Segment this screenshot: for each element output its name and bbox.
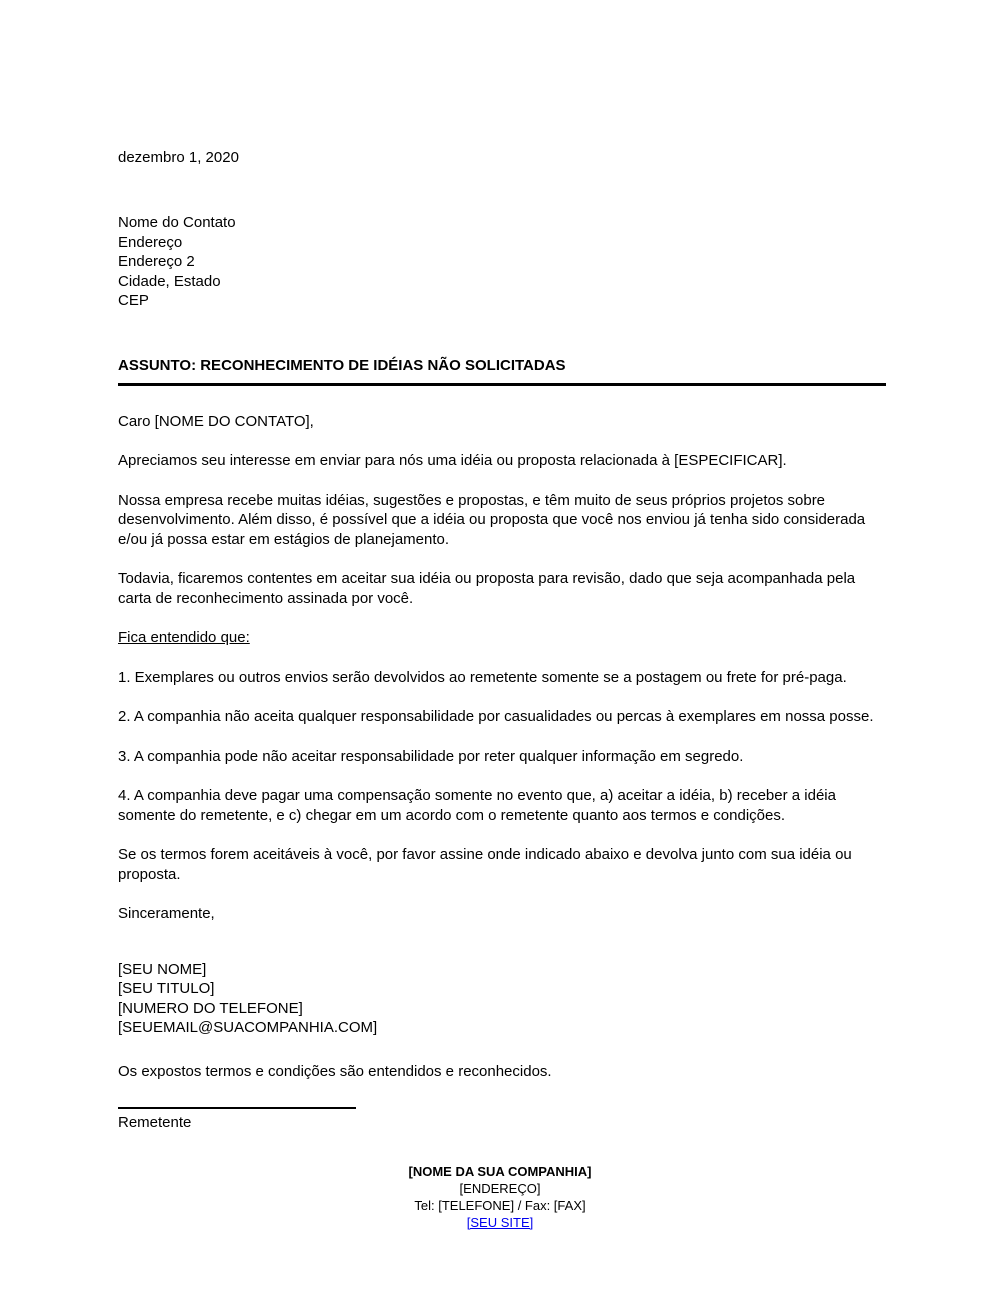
term-item-1: 1. Exemplares ou outros envios serão devolvidos ao remetente somente se a postagem ou frete for pré-paga.: [118, 668, 847, 686]
salutation: Caro [NOME DO CONTATO],: [118, 412, 314, 430]
term-item-3: 3. A companhia pode não aceitar responsabilidade por reter qualquer informação em segredo.: [118, 747, 744, 765]
subject-line: ASSUNTO: RECONHECIMENTO DE IDÉIAS NÃO SOLICITADAS: [118, 356, 566, 374]
sender-phone: [NUMERO DO TELEFONE]: [118, 999, 303, 1017]
footer-company-name: [NOME DA SUA COMPANHIA]: [408, 1164, 592, 1179]
sender-signature-block: [118, 960, 886, 1038]
recipient-address-2: Endereço 2: [118, 253, 195, 270]
paragraph-intro: Apreciamos seu interesse em enviar para nós uma idéia ou proposta relacionada à [ESPECIFICAR].: [118, 452, 787, 469]
recipient-address-1: Endereço: [118, 233, 183, 251]
sender-name: [SEU NOME]: [118, 960, 207, 978]
terms-heading: [118, 628, 886, 648]
signature-label: Remetente: [118, 1114, 192, 1131]
date-block: [118, 148, 886, 167]
term-item-2: 2. A companhia não aceita qualquer responsabilidade por casualidades ou percas à exemplares em nossa posse.: [118, 708, 874, 725]
recipient-name: Nome do Contato: [118, 214, 236, 231]
page-footer: [0, 1163, 1000, 1231]
footer-contact: Tel: [TELEFONE] / Fax: [FAX]: [414, 1198, 586, 1213]
acknowledgement-text: Os expostos termos e condições são entendidos e reconhecidos.: [118, 1062, 552, 1080]
sender-email: [SEUEMAIL@SUACOMPANHIA.COM]: [118, 1019, 378, 1036]
paragraph-review-condition: Todavia, ficaremos contentes em aceitar sua idéia ou proposta para revisão, dado que seja acompanhada pela carta de reconhecimento assinada por você.: [118, 570, 856, 607]
paragraph-closing: Se os termos forem aceitáveis à você, por favor assine onde indicado abaixo e devolva junto com sua idéia ou proposta.: [118, 846, 852, 883]
letter-body: [118, 148, 886, 1132]
term-item-4: 4. A companhia deve pagar uma compensação somente no evento que, a) aceitar a idéia, b) receber a idéia somente do remetente, e c) chegar em um acordo com o remetente quanto aos termos e condições.: [118, 787, 836, 824]
footer-website-link-wrap: [0, 1214, 1000, 1231]
recipient-postal-code: CEP: [118, 292, 149, 309]
sign-off: Sinceramente,: [118, 905, 215, 922]
footer-website-link[interactable]: [SEU SITE]: [466, 1215, 534, 1230]
letter-date: dezembro 1, 2020: [118, 149, 239, 166]
terms-heading-text: Fica entendido que:: [118, 629, 250, 646]
recipient-address-block: [118, 213, 886, 311]
paragraph-company-ideas: Nossa empresa recebe muitas idéias, sugestões e propostas, e têm muito de seus próprios projetos sobre desenvolvimento. Além disso, é possível que a idéia ou proposta que você nos enviou já tenha sido considerada e/ou já possa estar em estágios de planejamento.: [118, 491, 866, 548]
recipient-city-state: Cidade, Estado: [118, 272, 221, 290]
subject-divider: [118, 383, 886, 386]
footer-address: [ENDEREÇO]: [459, 1181, 541, 1196]
sender-title: [SEU TITULO]: [118, 980, 215, 997]
signature-line: [118, 1107, 356, 1109]
